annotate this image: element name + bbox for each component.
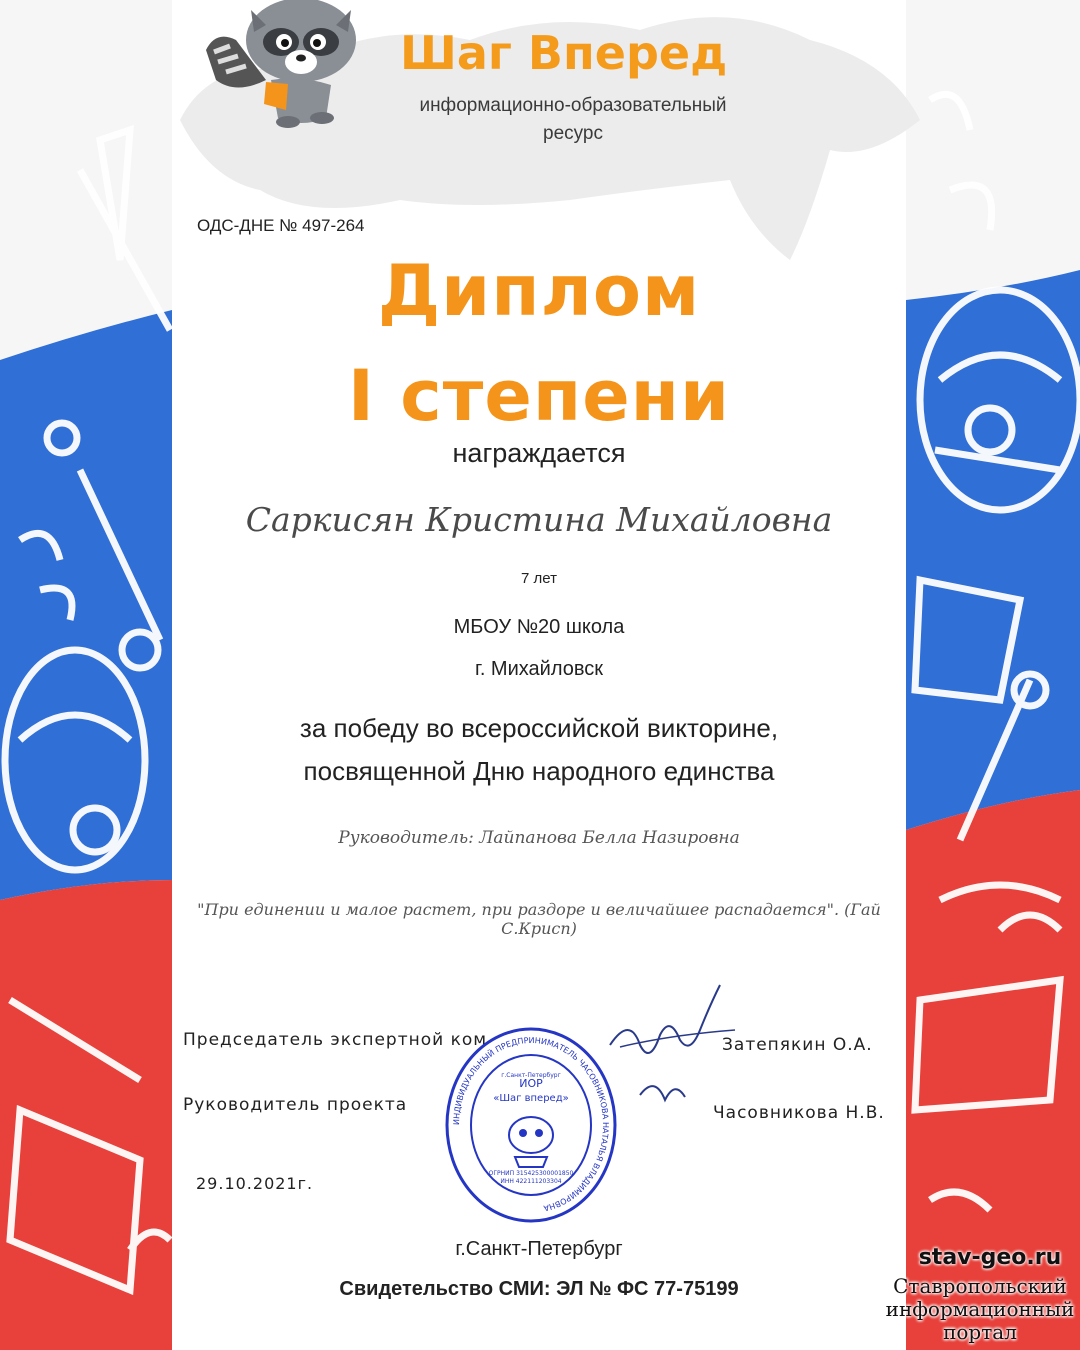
chair-name: Затепякин О.А.	[722, 1035, 873, 1055]
award-reason-line1: за победу во всероссийской викторине,	[299, 713, 779, 743]
stamp-raccoon-icon	[509, 1117, 553, 1167]
watermark-line3: портал	[943, 1320, 1017, 1344]
recipient-city: г. Михайловск	[474, 658, 604, 680]
recipient-age: 7 лет	[521, 570, 557, 587]
svg-text:ИНДИВИДУАЛЬНЫЙ ПРЕДПРИНИМАТЕЛЬ	[452, 1036, 610, 1213]
project-head-label: Руководитель проекта	[183, 1095, 408, 1115]
recipient-school: МБОУ №20 школа	[453, 616, 625, 638]
media-certificate: Свидетельство СМИ: ЭЛ № ФС 77-75199	[339, 1278, 739, 1300]
stamp-center-line1: ИОР	[519, 1077, 543, 1090]
diploma-degree: I степени	[347, 355, 731, 437]
stamp-ring-text: ИНДИВИДУАЛЬНЫЙ ПРЕДПРИНИМАТЕЛЬ ЧАСОВНИКОВА НАТАЛЬЯ ВЛАДИМИРОВНА	[451, 1035, 611, 1213]
watermark-line2: информационный	[885, 1297, 1075, 1321]
issue-date: 29.10.2021г.	[196, 1174, 314, 1193]
brand-subtitle-line1: информационно-образовательный	[419, 95, 727, 116]
stamp-ogrnip: ОГРНИП 315425300001850	[488, 1170, 574, 1177]
brand-name: Шаг Вперед	[400, 26, 728, 80]
project-head-name: Часовникова Н.В.	[713, 1103, 885, 1123]
brand-subtitle	[400, 92, 746, 148]
registration-number: ОДС-ДНЕ № 497-264	[197, 216, 365, 235]
chair-label: Председатель экспертной ком	[183, 1030, 488, 1050]
recipient-name: Саркисян Кристина Михайловна	[245, 500, 833, 539]
watermark-line1: Ставропольский	[893, 1274, 1067, 1298]
official-stamp	[445, 1025, 617, 1225]
award-reason-line2: посвященной Дню народного единства	[303, 756, 775, 786]
signature-image	[600, 975, 740, 1105]
stamp-inn: ИНН 422111203304	[500, 1178, 562, 1185]
raccoon-mascot-icon	[196, 0, 366, 130]
stamp-city: г.Санкт-Петербург	[501, 1072, 561, 1079]
watermark-site: stav-geo.ru	[918, 1245, 1062, 1270]
watermark-portal	[880, 1275, 1080, 1344]
brand-subtitle-line2: ресурс	[543, 123, 603, 144]
footer-city: г.Санкт-Петербург	[455, 1238, 623, 1260]
quote: "При единении и малое растет, при раздоре и величайшее распадается". (Гай С.Крисп)	[197, 900, 881, 938]
leader-line: Руководитель: Лайпанова Белла Назировна	[338, 828, 740, 848]
diploma-title: Диплом	[377, 250, 701, 332]
awarded-label: награждается	[452, 438, 626, 468]
stamp-center-line2: «Шаг вперед»	[493, 1093, 569, 1104]
